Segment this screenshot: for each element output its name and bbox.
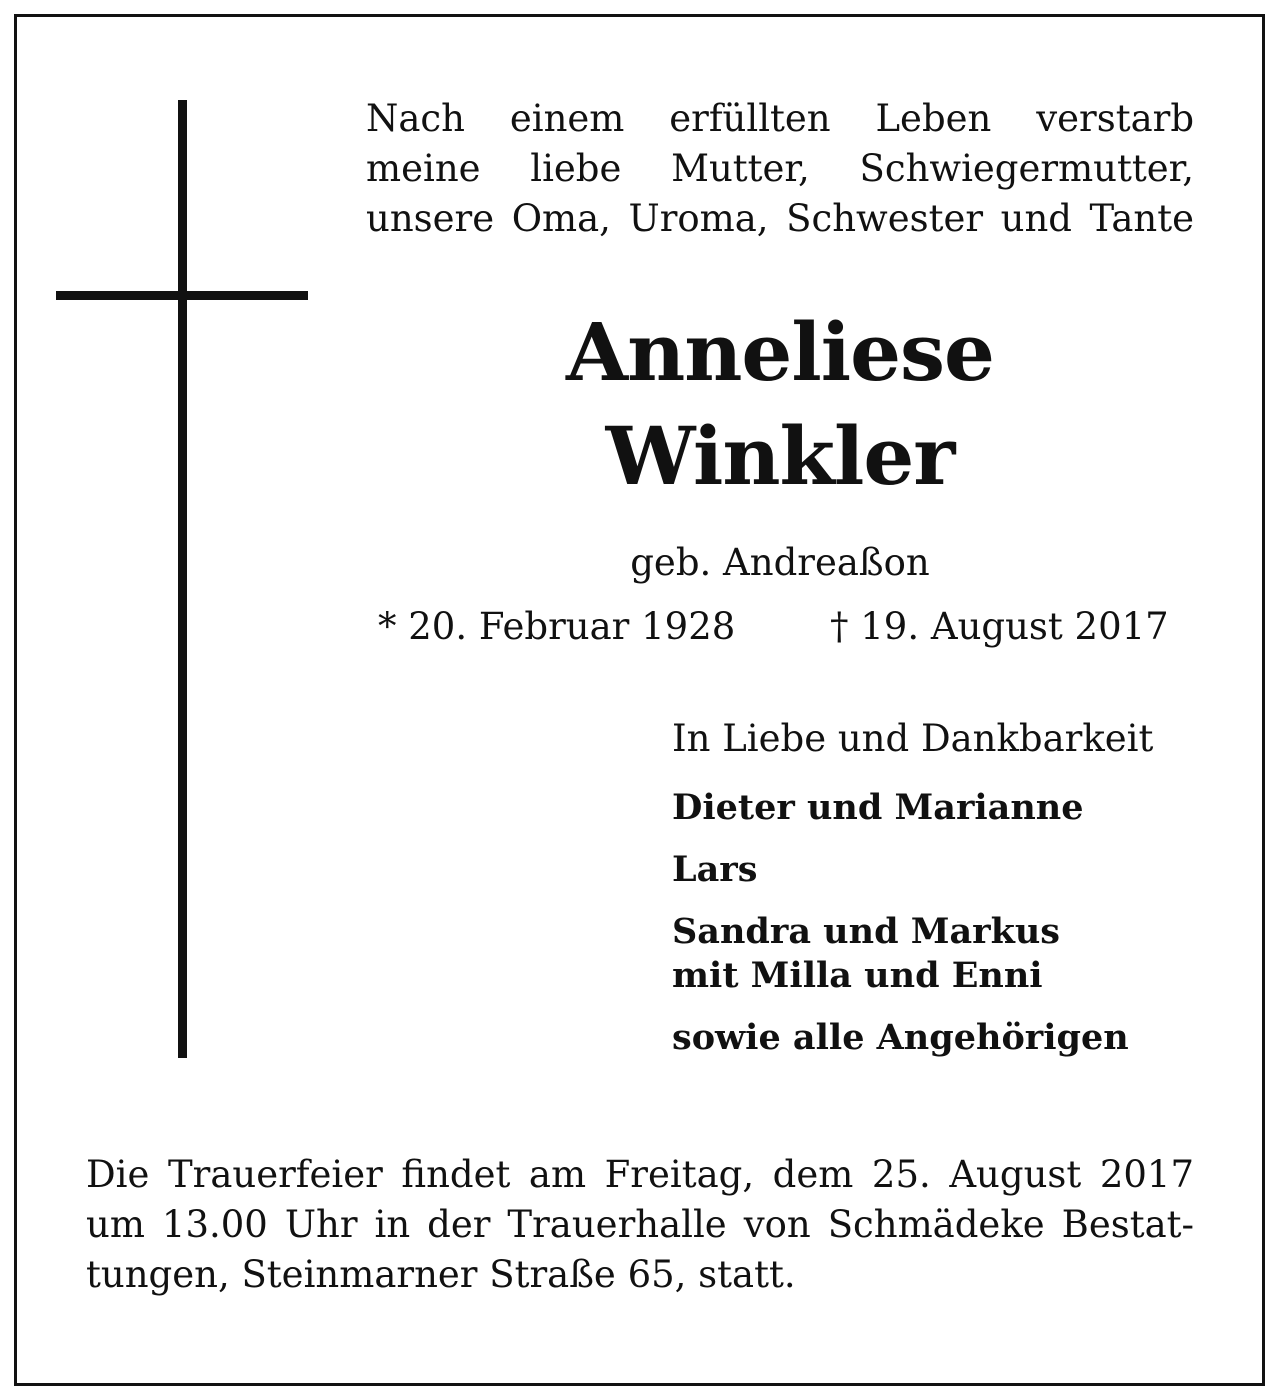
mourner-entry: sowie alle Angehörigen [672, 1017, 1129, 1058]
thanks-line: In Liebe und Dankbarkeit [672, 717, 1154, 760]
birth-date: * 20. Februar 1928 [378, 605, 736, 648]
intro-text [366, 94, 1194, 244]
mourner-entry: Dieter und Marianne [672, 787, 1084, 828]
ceremony-line: um 13.00 Uhr in der Trauerhalle von Schmädeke Bestat- [86, 1203, 1194, 1246]
ceremony-text [86, 1150, 1194, 1300]
cross-icon-horizontal-beam [56, 291, 308, 300]
intro-line: unsere Oma, Uroma, Schwester und Tante [366, 197, 1194, 240]
ceremony-line: tungen, Steinmarner Straße 65, statt. [86, 1253, 796, 1296]
ceremony-line: Die Trauerfeier findet am Freitag, dem 25. August 2017 [86, 1153, 1194, 1196]
mourner-entry: Lars [672, 849, 758, 890]
deceased-name [366, 300, 1194, 508]
deceased-first-name: Anneliese [566, 305, 994, 399]
intro-line: meine liebe Mutter, Schwiegermutter, [366, 147, 1194, 190]
intro-line: Nach einem erfüllten Leben verstarb [366, 97, 1194, 140]
deceased-last-name: Winkler [605, 409, 955, 503]
cross-icon-vertical-beam [178, 100, 187, 1058]
mourner-entry: Sandra und Markus [672, 911, 1060, 952]
mourner-entry: mit Milla und Enni [672, 955, 1043, 996]
mourners-list [672, 786, 1232, 1060]
death-date: † 19. August 2017 [830, 605, 1169, 648]
maiden-name: geb. Andreaßon [630, 541, 930, 584]
